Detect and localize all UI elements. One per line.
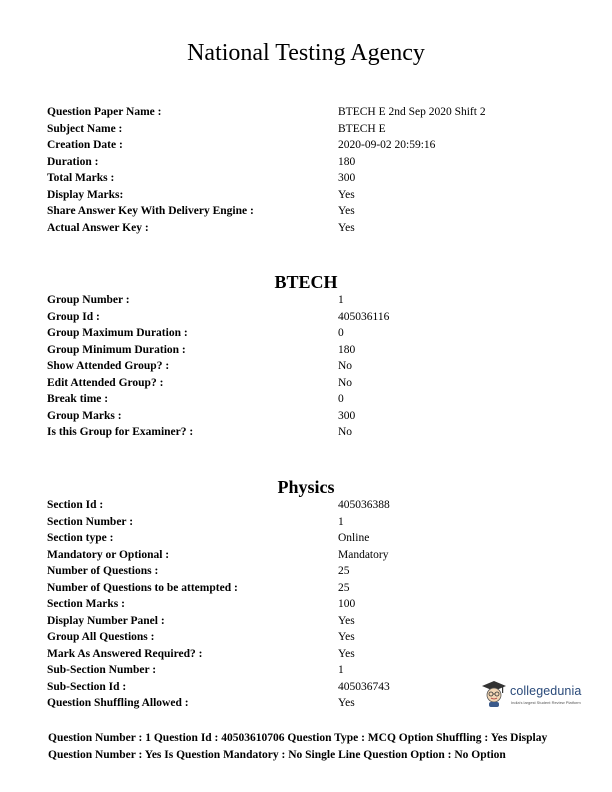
paper-info-label: Actual Answer Key : (47, 221, 149, 234)
section-info-label: Section Id : (47, 499, 104, 511)
group-info-label: Break time : (47, 393, 109, 405)
paper-info-label: Subject Name : (47, 122, 123, 135)
group-info-row (47, 325, 567, 342)
group-info-label: Group Number : (47, 294, 130, 306)
section-info-value: Yes (338, 631, 355, 643)
section-info-row (47, 613, 567, 630)
section-info-label: Sub-Section Number : (47, 664, 157, 676)
paper-info-label: Question Paper Name : (47, 106, 162, 118)
group-info-label: Group Id : (47, 310, 100, 323)
group-info-label: Group Marks : (47, 409, 122, 422)
group-info-label: Edit Attended Group? : (47, 376, 164, 389)
group-info-value: 405036116 (338, 310, 390, 323)
section-info-label: Number of Questions to be attempted : (47, 581, 238, 594)
paper-info-list (47, 104, 567, 236)
section-info-row (47, 497, 567, 514)
paper-info-row (47, 203, 567, 220)
section-info-row (47, 563, 567, 580)
paper-info-value: 300 (338, 172, 356, 184)
group-info-value: 300 (338, 409, 356, 422)
paper-info-value: Yes (338, 221, 355, 234)
group-info-value: 0 (338, 327, 344, 339)
graduate-mascot-icon (480, 678, 508, 708)
group-info-label: Show Attended Group? : (47, 360, 170, 372)
paper-info-value: BTECH E 2nd Sep 2020 Shift 2 (338, 106, 486, 118)
section-info-label: Display Number Panel : (47, 614, 165, 627)
group-info-row (47, 408, 567, 425)
question-info-line-2: Question Number : Yes Is Question Mandatory : No Single Line Question Option : No Option (48, 748, 506, 761)
group-info-label: Group Maximum Duration : (47, 327, 188, 339)
document-title: National Testing Agency (187, 40, 425, 66)
group-info-value: 0 (338, 393, 344, 405)
group-info-list (47, 292, 567, 441)
section-info-value: 405036743 (338, 680, 390, 693)
section-info-row (47, 596, 567, 613)
section-info-label: Section Number : (47, 515, 134, 528)
paper-info-row (47, 104, 567, 121)
group-info-row (47, 292, 567, 309)
section-info-row (47, 547, 567, 564)
group-info-value: No (338, 360, 353, 372)
section-info-value: 25 (338, 581, 350, 594)
section-info-label: Number of Questions : (47, 565, 159, 577)
group-heading: BTECH (274, 272, 338, 292)
section-info-row (47, 514, 567, 531)
group-info-value: No (338, 376, 353, 389)
paper-info-row (47, 220, 567, 237)
section-heading: Physics (277, 477, 335, 497)
question-info (48, 730, 588, 763)
paper-info-value: BTECH E (338, 122, 386, 135)
paper-info-label: Total Marks : (47, 172, 115, 184)
paper-info-label: Display Marks: (47, 188, 124, 201)
section-info-row (47, 662, 567, 679)
section-info-value: Online (338, 532, 370, 544)
section-info-value: Yes (338, 614, 355, 627)
group-info-value: 180 (338, 343, 356, 356)
section-info-row (47, 530, 567, 547)
watermark-name: collegedunia (510, 684, 582, 698)
paper-info-label: Share Answer Key With Delivery Engine : (47, 205, 254, 217)
section-info-value: Yes (338, 647, 355, 660)
watermark-tagline: India's largest Student Review Platform (511, 700, 581, 705)
section-info-label: Mandatory or Optional : (47, 548, 170, 561)
group-info-value: No (338, 426, 353, 438)
paper-info-row (47, 121, 567, 138)
section-info-value: Mandatory (338, 548, 389, 561)
section-info-row (47, 580, 567, 597)
question-info-line-1: Question Number : 1 Question Id : 40503610706 Question Type : MCQ Option Shuffling : Yes Display (48, 732, 548, 744)
paper-info-value: Yes (338, 205, 355, 217)
paper-info-value: 180 (338, 155, 356, 168)
paper-info-row (47, 170, 567, 187)
group-info-row (47, 358, 567, 375)
section-info-label: Mark As Answered Required? : (47, 647, 203, 660)
section-info-row (47, 646, 567, 663)
section-info-value: 1 (338, 664, 344, 676)
section-info-value: 1 (338, 515, 344, 528)
group-info-value: 1 (338, 294, 344, 306)
paper-info-label: Creation Date : (47, 139, 123, 151)
paper-info-row (47, 187, 567, 204)
section-info-value: 100 (338, 598, 356, 610)
group-info-label: Is this Group for Examiner? : (47, 426, 194, 438)
group-info-row (47, 342, 567, 359)
paper-info-label: Duration : (47, 155, 99, 168)
section-info-label: Sub-Section Id : (47, 680, 127, 693)
section-info-label: Section type : (47, 532, 114, 544)
group-info-row (47, 391, 567, 408)
section-info-label: Section Marks : (47, 598, 125, 610)
section-info-value: 25 (338, 565, 350, 577)
section-info-row (47, 629, 567, 646)
collegedunia-watermark (480, 678, 590, 712)
section-info-value: 405036388 (338, 499, 390, 511)
group-info-label: Group Minimum Duration : (47, 343, 186, 356)
section-info-label: Question Shuffling Allowed : (47, 697, 189, 709)
paper-info-value: Yes (338, 188, 355, 201)
section-info-value: Yes (338, 697, 355, 709)
section-info-label: Group All Questions : (47, 631, 155, 643)
group-info-row (47, 309, 567, 326)
paper-info-row (47, 154, 567, 171)
group-info-row (47, 375, 567, 392)
group-info-row (47, 424, 567, 441)
paper-info-value: 2020-09-02 20:59:16 (338, 139, 436, 151)
paper-info-row (47, 137, 567, 154)
